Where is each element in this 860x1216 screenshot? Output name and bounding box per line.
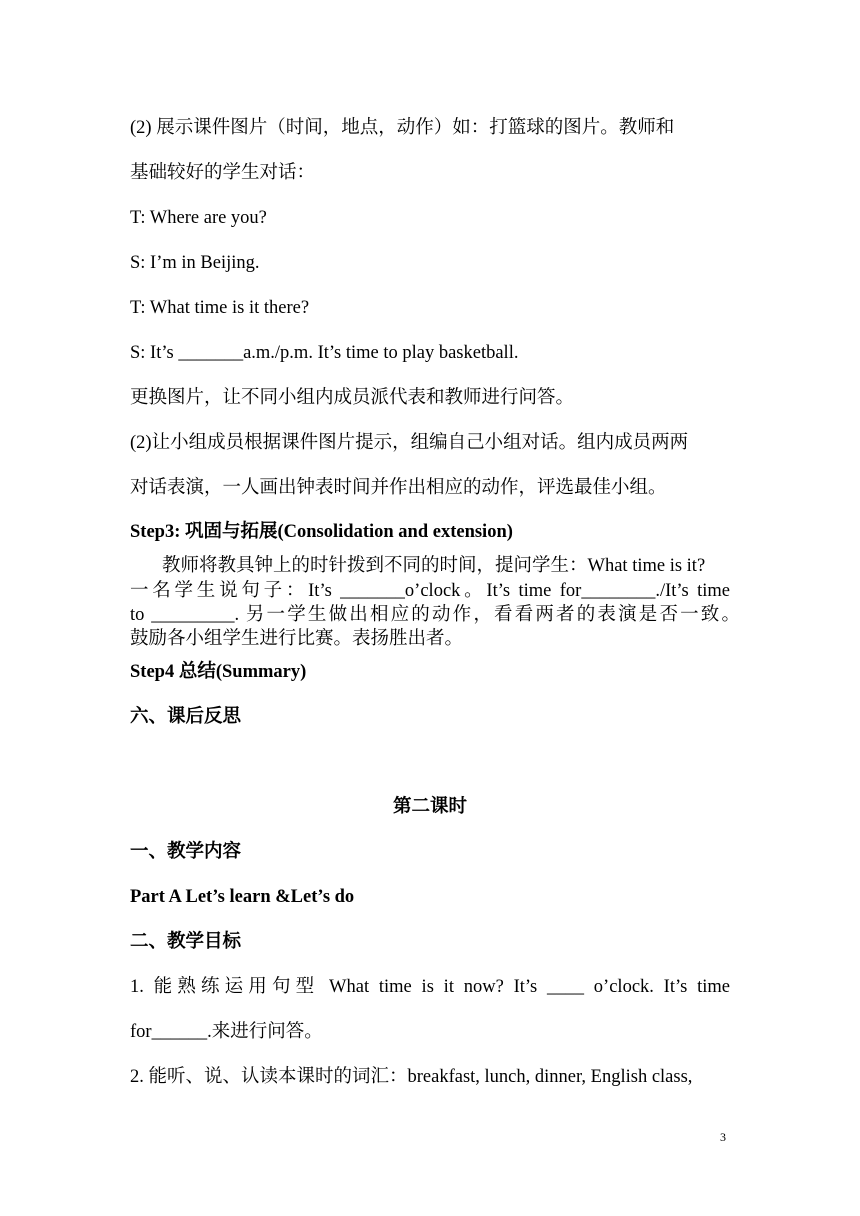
dialogue-line: S: It’s _______a.m./p.m. It’s time to play basketball. — [130, 343, 519, 363]
objective-line: 2. 能听、说、认读本课时的词汇：breakfast, lunch, dinner, English class, — [130, 1067, 693, 1087]
page-number: 3 — [720, 1130, 726, 1144]
section-heading: 一、教学内容 — [130, 842, 242, 862]
paragraph-line: 鼓励各小组学生进行比赛。表扬胜出者。 — [130, 629, 464, 649]
paragraph-line: (2) 展示课件图片（时间，地点，动作）如：打篮球的图片。教师和 — [130, 118, 675, 138]
lesson-part-title: Part A Let’s learn &Let’s do — [130, 887, 355, 907]
objective-line: 1. 能熟练运用句型 What time is it now? It’s ____ o’clock. It’s time — [130, 977, 730, 997]
paragraph-line: (2)让小组成员根据课件图片提示，组编自己小组对话。组内成员两两 — [130, 433, 689, 453]
paragraph-line: 对话表演，一人画出钟表时间并作出相应的动作，评选最佳小组。 — [130, 478, 667, 498]
dialogue-line: S: I’m in Beijing. — [130, 253, 260, 273]
paragraph-line: 一名学生说句子：It’s _______o’clock。It’s time for________./It’s time — [130, 581, 730, 601]
paragraph-line: 更换图片，让不同小组内成员派代表和教师进行问答。 — [130, 388, 575, 408]
lesson-title: 第二课时 — [392, 797, 467, 817]
paragraph-line: 教师将教具钟上的时针拨到不同的时间，提问学生：What time is it? — [162, 556, 706, 576]
dialogue-line: T: Where are you? — [130, 208, 267, 228]
objective-line: for______.来进行问答。 — [130, 1022, 323, 1042]
section-heading: 二、教学目标 — [130, 932, 242, 952]
paragraph-line: 基础较好的学生对话： — [130, 163, 316, 183]
dialogue-line: T: What time is it there? — [130, 298, 310, 318]
section-heading: 六、课后反思 — [130, 707, 242, 727]
section-heading: Step4 总结(Summary) — [130, 662, 307, 682]
section-heading: Step3: 巩固与拓展(Consolidation and extension) — [130, 522, 513, 542]
paragraph-line: to _________. 另一学生做出相应的动作，看看两者的表演是否一致。 — [130, 605, 740, 625]
